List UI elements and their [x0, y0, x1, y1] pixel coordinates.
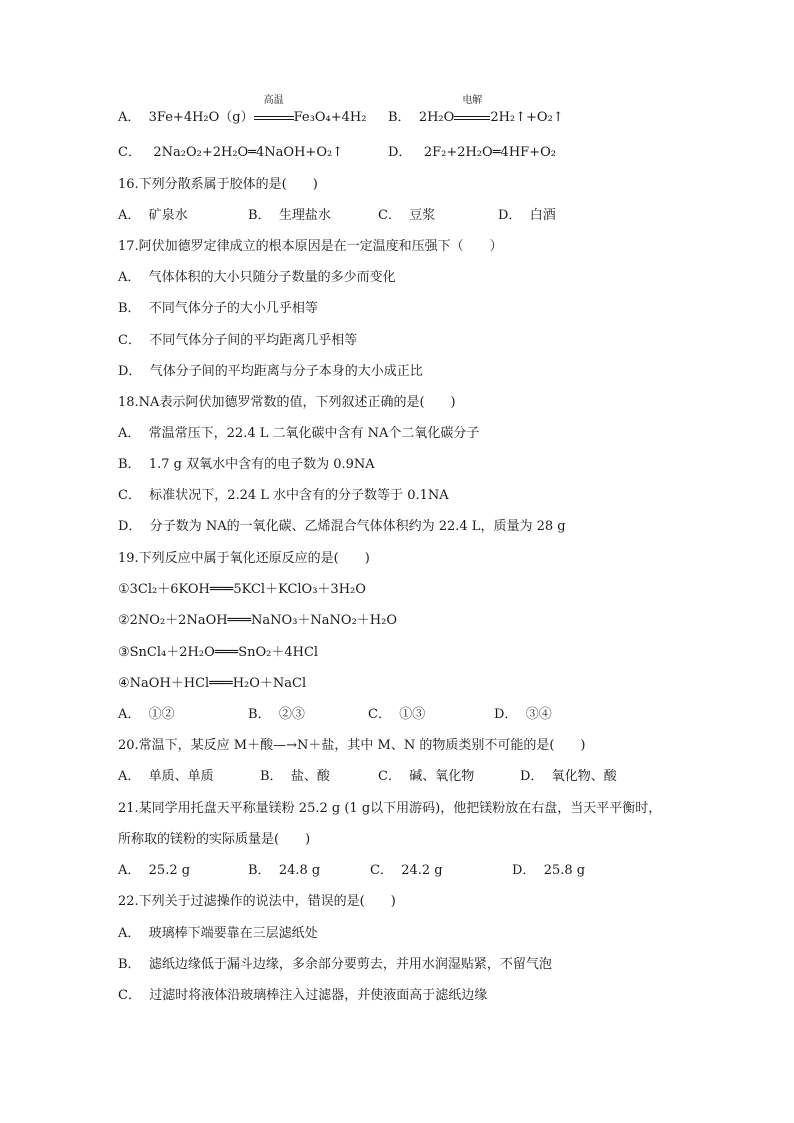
- option-label: C．: [378, 769, 401, 784]
- q15-option-d: [388, 143, 556, 163]
- q15-option-c: [118, 143, 343, 163]
- option-text: 2Na₂O₂+2H₂O═4NaOH+O₂↑: [153, 145, 344, 160]
- q21-option-d: [512, 861, 585, 881]
- option-label: C．: [368, 707, 391, 722]
- q20-stem: 20.常温下，某反应 M＋酸—→N＋盐，其中 M、N 的物质类别不可能的是( ): [118, 738, 586, 753]
- option-label: B．: [118, 957, 141, 972]
- option-text: 过滤时将液体沿玻璃棒注入过滤器，并使液面高于滤纸边缘: [149, 988, 488, 1003]
- option-label: A．: [118, 707, 141, 722]
- option-text: 标准状况下，2.24 L 水中含有的分子数等于 0.1NA: [149, 488, 449, 503]
- option-label: B．: [248, 863, 271, 878]
- q21-stem-line-1: 21.某同学用托盘天平称量镁粉 25.2 g (1 g以下用游码)，他把镁粉放在右盘，当天平平衡时，: [118, 801, 662, 816]
- option-label: C．: [370, 863, 393, 878]
- q22-option-a: [118, 924, 318, 944]
- q21-option-a: [118, 861, 190, 881]
- q19-reaction-3: ③SnCl₄＋2H₂O═══SnO₂＋4HCl: [118, 645, 319, 660]
- option-text: ②③: [278, 707, 305, 722]
- option-text: 分子数为 NA的一氧化碳、乙烯混合气体体积约为 22.4 L，质量为 28 g: [149, 519, 566, 534]
- option-label: D．: [388, 145, 412, 160]
- option-label: A．: [118, 863, 141, 878]
- reaction-condition: 电解: [462, 95, 483, 106]
- q21-stem-line-2: 所称取的镁粉的实际质量是( ): [118, 832, 311, 847]
- option-label: C．: [118, 988, 141, 1003]
- option-label: C．: [118, 145, 141, 160]
- option-text: 24.8 g: [278, 863, 321, 878]
- option-label: A．: [118, 426, 141, 441]
- option-label: C．: [118, 333, 141, 348]
- q15-option-b: [388, 95, 564, 128]
- q19-reaction-1: ①3Cl₂＋6KOH═══5KCl＋KClO₃＋3H₂O: [118, 582, 366, 597]
- reaction-condition: 高温: [263, 95, 284, 106]
- q19-reaction-2: ②2NO₂＋2NaOH═══NaNO₃＋NaNO₂＋H₂O: [118, 613, 397, 628]
- q19-option-a: [118, 705, 175, 725]
- reaction-condition-arrow: [254, 95, 294, 128]
- q18-option-a: [118, 424, 479, 444]
- option-text: 不同气体分子间的平均距离几乎相等: [149, 333, 358, 348]
- option-text: 生理盐水: [278, 208, 331, 223]
- q19-option-d: [494, 705, 552, 725]
- option-text: 玻璃棒下端要靠在三层滤纸处: [148, 926, 318, 941]
- q19-stem: 19.下列反应中属于氧化还原反应的是( ): [118, 551, 370, 566]
- option-text: 不同气体分子的大小几乎相等: [148, 301, 318, 316]
- option-label: D．: [498, 208, 522, 223]
- q18-option-d: [118, 517, 566, 537]
- q17-stem: 17.阿伏加德罗定律成立的根本原因是在一定温度和压强下（ ）: [118, 239, 503, 254]
- option-label: B．: [260, 769, 283, 784]
- q17-option-d: [118, 362, 423, 382]
- q16-option-d: [498, 206, 556, 226]
- option-text: 滤纸边缘低于漏斗边缘，多余部分要剪去，并用水润湿贴紧，不留气泡: [148, 957, 552, 972]
- option-text: 盐、酸: [290, 769, 330, 784]
- option-label: D．: [512, 863, 536, 878]
- option-label: C．: [378, 208, 401, 223]
- q20-option-d: [520, 767, 617, 787]
- q19-option-c: [368, 705, 425, 725]
- option-label: A．: [118, 926, 141, 941]
- q15-option-a: [118, 95, 367, 128]
- q17-option-a: [118, 268, 396, 288]
- option-text: 氧化物、酸: [551, 769, 617, 784]
- option-label: D．: [118, 519, 142, 534]
- q20-option-b: [260, 767, 330, 787]
- q19-option-b: [248, 705, 305, 725]
- equation-right: Fe₃O₄+4H₂: [293, 110, 367, 125]
- option-text: 24.2 g: [401, 863, 443, 878]
- q20-option-c: [378, 767, 474, 787]
- q21-option-b: [248, 861, 320, 881]
- option-text: 豆浆: [409, 208, 436, 223]
- equation-right: 2H₂↑+O₂↑: [490, 110, 564, 125]
- option-text: 碱、氧化物: [409, 769, 475, 784]
- option-text: ③④: [525, 707, 552, 722]
- option-text: 矿泉水: [148, 208, 188, 223]
- q17-option-c: [118, 331, 357, 351]
- q18-stem: 18.NA表示阿伏加德罗常数的值，下列叙述正确的是( ): [118, 395, 456, 410]
- q16-option-c: [378, 206, 435, 226]
- option-label: A．: [118, 208, 141, 223]
- option-text: 常温常压下，22.4 L 二氧化碳中含有 NA个二氧化碳分子: [148, 426, 480, 441]
- option-text: 25.8 g: [543, 863, 586, 878]
- q20-option-a: [118, 767, 214, 787]
- option-label: B．: [248, 208, 271, 223]
- q19-reaction-4: ④NaOH＋HCl═══H₂O＋NaCl: [118, 676, 307, 691]
- option-text: 2F₂+2H₂O═4HF+O₂: [423, 145, 556, 160]
- equation-left: 3Fe+4H₂O（g）: [148, 110, 254, 125]
- option-label: D．: [118, 364, 142, 379]
- q18-option-c: [118, 486, 449, 506]
- q16-option-b: [248, 206, 331, 226]
- option-label: C．: [118, 488, 141, 503]
- option-label: B．: [248, 707, 271, 722]
- option-label: D．: [520, 769, 544, 784]
- q17-option-b: [118, 299, 318, 319]
- option-label: B．: [118, 301, 141, 316]
- q18-option-b: [118, 455, 375, 475]
- option-text: 白酒: [529, 208, 556, 223]
- option-text: 气体分子间的平均距离与分子本身的大小成正比: [149, 364, 423, 379]
- option-text: 单质、单质: [148, 769, 214, 784]
- q22-stem: 22.下列关于过滤操作的说法中，错误的是( ): [118, 894, 396, 909]
- q22-option-b: [118, 955, 552, 975]
- option-label: B．: [388, 110, 411, 125]
- option-text: ①③: [399, 707, 426, 722]
- equation-left: 2H₂O: [418, 110, 455, 125]
- option-text: 气体体积的大小只随分子数量的多少而变化: [148, 270, 396, 285]
- option-label: B．: [118, 457, 141, 472]
- option-text: 1.7 g 双氧水中含有的电子数为 0.9NA: [148, 457, 375, 472]
- q21-option-c: [370, 861, 443, 881]
- q16-stem: 16.下列分散系属于胶体的是( ): [118, 177, 318, 192]
- option-text: ①②: [148, 707, 175, 722]
- option-label: A．: [118, 110, 141, 125]
- option-label: D．: [494, 707, 518, 722]
- reaction-condition-arrow: [454, 95, 490, 128]
- q16-option-a: [118, 206, 188, 226]
- option-label: A．: [118, 769, 141, 784]
- q22-option-c: [118, 986, 487, 1006]
- option-text: 25.2 g: [148, 863, 191, 878]
- option-label: A．: [118, 270, 141, 285]
